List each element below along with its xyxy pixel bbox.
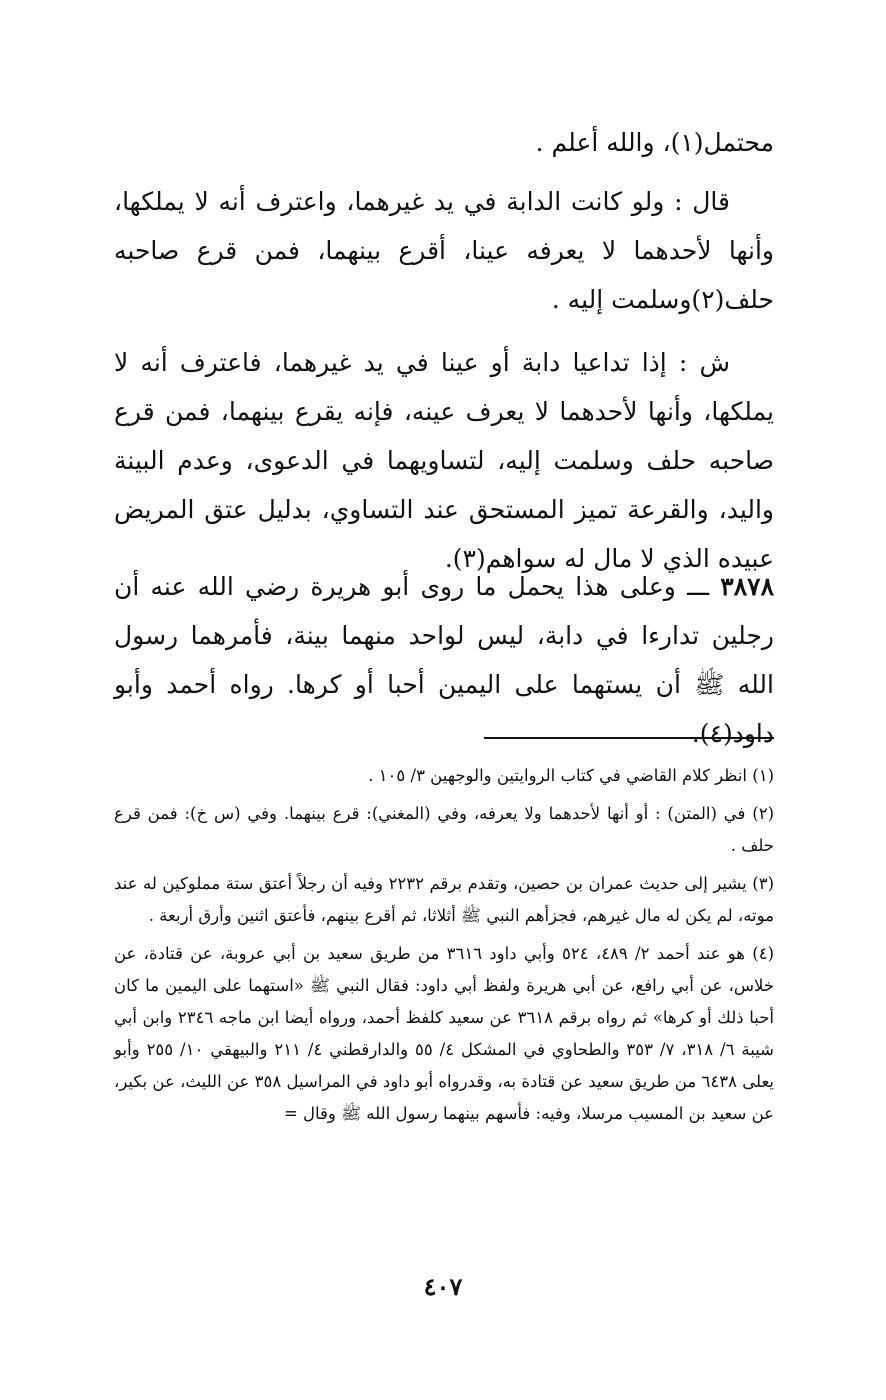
hadith-paragraph (114, 562, 774, 758)
hadith-separator: ـــ (687, 572, 710, 601)
spacer (114, 324, 774, 338)
footnote-1: (١) انظر كلام القاضي في كتاب الروايتين والوجهين ٣/ ١٠٥ . (368, 766, 774, 785)
hadith-text: وعلى هذا يحمل ما روى أبو هريرة رضي الله عنه أن رجلين تدارءا في دابة، ليس لواحد منهما بينة، فأمرهما رسول الله ﷺ أن يستهما على اليمين أحبا أو كرها. رواه أحمد وأبو داود(٤). (114, 572, 774, 748)
hadith-number: ٣٨٧٨ (720, 572, 774, 601)
footnote-divider (484, 737, 774, 739)
footnote-4: (٤) هو عند أحمد ٢/ ٤٨٩، ٥٢٤ وأبي داود ٣٦١٦ من طريق سعيد بن أبي عروبة، عن قتادة، عن خلاس، عن أبي رافع، عن أبي هريرة ولفظ أبي داود: فقال النبي ﷺ «استهما على اليمين ما كان أحبا ذلك أو كرها» ثم رواه برقم ٣٦١٨ عن سعيد كلفظ أحمد، ورواه أيضا ابن ماجه ٢٣٤٦ وابن أبي شيبة ٦/ ٣١٨، ٧/ ٣٥٣ والطحاوي في المشكل ٤/ ٥٥ والدارقطني ٤/ ٢١١ والبيهقي ١٠/ ٢٥٥ وأبو يعلى ٦٤٣٨ من طريق سعيد عن قتادة به، وقدرواه أبو داود في المراسيل ٣٥٨ عن الليث، عن بكير، عن سعيد بن المسيب مرسلا، وفيه: فأسهم بينهما رسول الله ﷺ وقال = (114, 944, 775, 1123)
footnote-2: (٢) في (المتن) : أو أنها لأحدهما ولا يعرفه، وفي (المغني): قرع بينهما. وفي (س خ): فمن قرع حلف . (114, 804, 774, 855)
spacer (114, 167, 774, 177)
main-text (114, 118, 774, 583)
paragraph-matn: قال : ولو كانت الدابة في يد غيرهما، واعترف أنه لا يملكها، وأنها لأحدهما لا يعرفه عينا، أقرع بينهما، فمن قرع صاحبه حلف(٢)وسلمت إليه . (114, 187, 774, 314)
paragraph-sharh: ش : إذا تداعيا دابة أو عينا في يد غيرهما، فاعترف أنه لا يملكها، وأنها لأحدهما لا يعرف عينه، فإنه يقرع بينهما، فمن قرع صاحبه حلف وسلمت إليه، لتساويهما في الدعوى، وعدم البينة واليد، والقرعة تميز المستحق عند التساوي، بدليل عتق المريض عبيده الذي لا مال له سواهم(٣). (114, 348, 774, 573)
footnotes (114, 760, 774, 1136)
page-number: ٤٠٧ (423, 1272, 463, 1301)
paragraph-opening: محتمل(١)، والله أعلم . (535, 128, 774, 157)
footnote-3: (٣) يشير إلى حديث عمران بن حصين، وتقدم برقم ٢٢٣٢ وفيه أن رجلاً أعتق ستة مملوكين له عند موته، لم يكن له مال غيرهم، فجزأهم النبي ﷺ أثلاثا، ثم أقرع بينهم، فأعتق اثنين وأرق أربعة . (114, 874, 774, 925)
